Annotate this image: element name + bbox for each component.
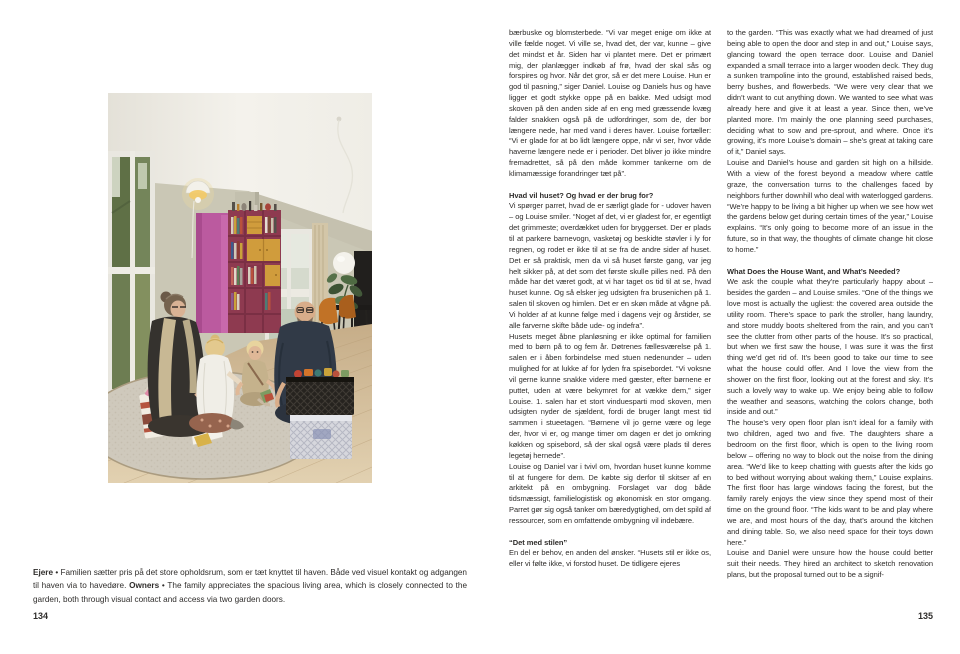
caption-label-english: Owners [129,581,160,591]
page-number-left: 134 [33,611,49,621]
caption-bullet: • [55,568,59,578]
toy-crates [286,368,354,459]
article-heading: Hvad vil huset? Og hvad er der brug for? [509,190,654,200]
living-room-photo [108,93,372,483]
article-paragraph: Vi spørger parret, hvad de er særligt glade for - udover haven – og Louise smiler. “Noget af det, vi er gladest for, er egentligt det grimmeste; overdækket uden for bryggerset. Der er plads til at parkere barnevogn, vasketøj og beskidte støvler i ly for regnen, og rodet er ikke til at se fra de andre sider af huset. Det er så praktisk, men da vi så huset første gang, var jeg helt sikker på, at det som det første skulle pilles ned. På den måde har det været godt, at vi har taget os tid til at se, hvad huset kunne. Og så elsker jeg udsigten fra brusenichen på 1. salen til skoven og himlen. Det er en skøn måde at vågne på. Vi holder af at kunne følge med i dagens vejr og årstider, se alle farverne skifte både ude- og indefra”. [509,201,711,330]
article-paragraph: The house’s very open floor plan isn’t ideal for a family with two children, aged two and five. The daughters share a bedroom on the first floor, which is open to the living room below – offering no way to block out the noise from the dining area. “We’d like to keep chatting with guests after the kids go to bed without worrying about waking them,” Louise explains. The first floor has large windows facing the forest, but the family rarely enjoys the view since they spend most of their time on the ground floor. “The kids want to be and play where we are, and most hours of the day, that’s around the kitchen and dining table. So, we also need space for their toys down here.” [727,418,933,547]
article-paragraph: Husets meget åbne planløsning er ikke optimal for familien med to børn på to og fem år. Døtrenes fællesværelse på 1. salen er i åben forbindelse med stuen nedenunder – uden mulighed for at lukke af for lyden fra spisebordet. “Vi voksne vil gerne kunne snakke videre med gæster, efter børnene er puttet, uden at være bekymret for at vække dem,” siger Louise. 1. salen har et stort vinduesparti mod skoven, men udsigten nyder de sjældent, fordi de bruger langt mest tid sammen i stueetagen. “Børnene vil jo gerne være og lege der, hvor vi er, og mange timer om dagen er det jo omkring køkken og spisebord, så der skal også være plads til deres legetøj hernede”. [509,331,711,460]
globe-lamp [333,252,355,274]
article-paragraph: We ask the couple what they’re particularly happy about – besides the garden – and Louise smiles. “One of the things we love most is actually the ugliest: the covered area outside the utility room. There’s space to park the stroller, hang laundry, and store muddy boots sheltered from the rain, and you can’t see the clutter from other parts of the house. It’s so practical, but when we first saw the house, I was sure it was the first thing we’d get rid of. It’s been good to take our time to see what the house could offer. And I love the view from the shower on the first floor, looking out at the forest and sky. It’s such a lovely way to wake up. We enjoy being able to follow the weather and seasons, watching the colors change, both inside and out.” [727,277,933,417]
bookshelf [196,201,281,333]
page-number-right: 135 [917,611,933,621]
article-paragraph: bærbuske og blomsterbede. “Vi var meget enige om ikke at ville fælde noget. Vi ville se, hvad det, der var, kunne – give det mindst et år. Siden har vi plantet mere. Det er primært mig, der planlægger indkøb af frø, hvad der skal sås og forspires og hvor. Når det gror, så er det mere Louise. Hun er god til pasning,” siger Daniel. Louise og Daniels hus og have ligger et godt stykke oppe på en bakke. Med udsigt mod skoven på den anden side af en eng med græssende kvæg falder snakken også på de udfordringer, som de, der bor længere nede, har med vand i deres haver. Louise fortæller: “Vi er glade for at bo lidt længere oppe, når vi ser, hvor våde haverne længere nede er i perioder. Det bliver jo ikke mindre fremadrettet, så på den måde kommer tankerne om de klimamæssige forandringer tæt på”. [509,28,711,178]
article-paragraph: to the garden. “This was exactly what we had dreamed of just being able to open the door and step in and out,” Louise says, glancing toward the open terrace door. Louise and Daniel expanded a small terrace into a larger wooden deck. They dug a sunken trampoline into the ground, established raised beds, berry bushes, and flowerbeds. “We were very clear that we didn’t want to cut anything down. We wanted to see what was already here and give it at least a year. Since then, we’ve planted more. I’m mainly the one planning seed purchases, deciding what to sow and pre-sprout, and where. Once it’s growing, it’s more Louise’s domain – she’s great at taking care of it,” Daniel says. [727,28,933,157]
living-room-photo-art [108,93,372,483]
article-column-danish [509,28,711,614]
caption-text-danish: Familien sætter pris på det store opholdsrum, som er tæt knyttet til haven. Både ved visuel kontakt og adgangen til haven via to havedøre. [33,568,467,591]
photo-caption [33,566,467,606]
article-paragraph: Louise og Daniel var i tvivl om, hvordan huset kunne komme til at fungere for dem. De købte sig derfor til skitser af en arkitekt på en ombygning. Forslaget var dog både tidsmæssigt, familielogistisk og økonomisk en stor omgang. Parret gør sig også tanker om bæredygtighed, om det spild af ressourcer, som en omfattende ombygning vil indebære. [509,461,711,525]
article-paragraph: Louise and Daniel were unsure how the house could better suit their needs. They hired an architect to sketch renovation plans, but the proposal turned out to be a signif- [727,548,933,580]
article-heading: What Does the House Want, and What’s Needed? [727,266,901,276]
article-paragraph: Louise and Daniel’s house and garden sit high on a hillside. With a view of the forest beyond a meadow where cattle graze, the conversation turns to the challenges faced by neighbors further downhill who deal with waterlogged gardens. “We’re happy to be living a bit higher up when we see how wet the gardens below get during certain times of the year,” Louise explains. “It’s only going to become more of an issue in the future, so in that way, the thoughts of climate change hit close to home.” [727,158,933,254]
caption-bullet: • [161,581,165,591]
article-paragraph: En del er behov, en anden del ønsker. “Husets stil er ikke os, eller vi følte ikke, vi forstod huset. De tidligere ejeres [509,548,711,569]
caption-label-danish: Ejere [33,568,54,578]
caption-text-english: The family appreciates the spacious living area, which is closely connected to the garden, both through visual contact and access via two garden doors. [33,581,468,604]
article-heading: “Det med stilen” [509,537,568,547]
article-column-english [727,28,933,614]
